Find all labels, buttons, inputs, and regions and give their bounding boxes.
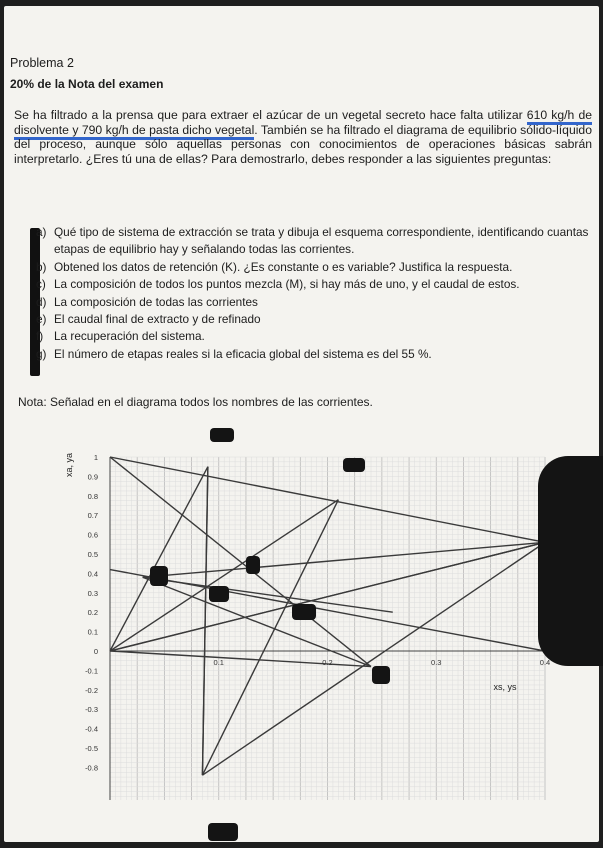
diagram-note: Nota: Señalad en el diagrama todos los nombres de las corrientes. [18,395,373,409]
question-text: La composición de todas las corrientes [54,294,258,309]
question-text: El caudal final de extracto y de refinado [54,312,261,327]
x-tick-label: 0.4 [539,658,551,667]
question-text: Qué tipo de sistema de extracción se trata y dibuja el esquema correspondiente, identificando cuantas etapas de equilibrio hay y señalando todas las corrientes. [54,225,589,257]
y-tick-label: 0 [93,647,98,656]
redaction-blot [343,458,365,472]
construction-line [202,542,545,775]
redaction-blot [150,566,168,586]
y-tick-label: -0.2 [85,685,98,695]
problem-title: Problema 2 [10,56,74,70]
statement-part2: . También se ha filtrado el diagrama de equilibrio sólido-líquido del proceso, aunque sólo aquellas personas con conocimientos de operaciones básicas sabrán interpretarlo. ¿Eres tú una de ellas? Para demostrarlo, debes responder a las siguientes preguntas: [14,122,592,166]
y-tick-label: 0.5 [87,550,98,559]
x-tick-label: 0.2 [322,658,333,667]
y-tick-label: -0.3 [85,705,98,715]
y-tick-label: 0.7 [87,511,98,521]
question-label: e) [36,312,47,327]
redaction-blot [209,586,229,602]
question-label: c) [36,277,46,292]
redaction-blot [246,556,260,574]
redaction-blot [292,604,316,620]
y-tick-label: 1 [93,453,98,462]
redaction-blot [372,666,390,684]
question-label: a) [36,225,47,239]
question-text: El número de etapas reales si la eficacia global del sistema es del 55 %. [54,346,432,361]
redaction-blot [210,428,234,442]
question-text: Obtened los datos de retención (K). ¿Es constante o es variable? Justifica la respuesta. [54,259,513,274]
question-label: d) [36,294,47,309]
y-axis-label: xa, ya [64,452,74,478]
question-text: La composición de todos los puntos mezcla (M), si hay más de uno, y el caudal de estos. [54,277,520,292]
y-tick-label: 0.6 [87,530,98,540]
x-axis-label: xs, ys [493,682,517,692]
question-text: La recuperación del sistema. [54,329,205,344]
y-tick-label: 0.1 [87,627,98,637]
redaction-blot [538,456,603,666]
construction-line [202,500,338,775]
construction-line [202,467,207,775]
y-tick-label: -0.8 [85,763,98,773]
x-tick-label: 0.3 [431,658,442,667]
redaction-blot [208,823,238,841]
statement-part1: Se ha filtrado a la prensa que para extraer el azúcar de un vegetal secreto hace falta utilizar [14,108,527,122]
y-tick-label: 0.4 [87,569,98,579]
y-tick-label: -0.1 [85,666,98,676]
question-label: g) [36,346,47,361]
y-tick-label: 0.8 [87,491,98,501]
y-tick-label: 0.3 [87,588,98,598]
y-tick-label: 0.9 [87,472,98,482]
statement-highlight: 610 kg/h de disolvente y 790 kg/h de pasta dicho vegetal [14,108,592,140]
question-label: f) [36,329,44,344]
y-tick-label: -0.4 [85,724,98,734]
exam-weight: 20% de la Nota del examen [10,77,164,91]
question-label: b) [36,259,47,274]
y-tick-label: -0.5 [85,744,98,753]
x-tick-label: 0.1 [213,658,224,667]
y-tick-label: 0.2 [87,608,98,618]
